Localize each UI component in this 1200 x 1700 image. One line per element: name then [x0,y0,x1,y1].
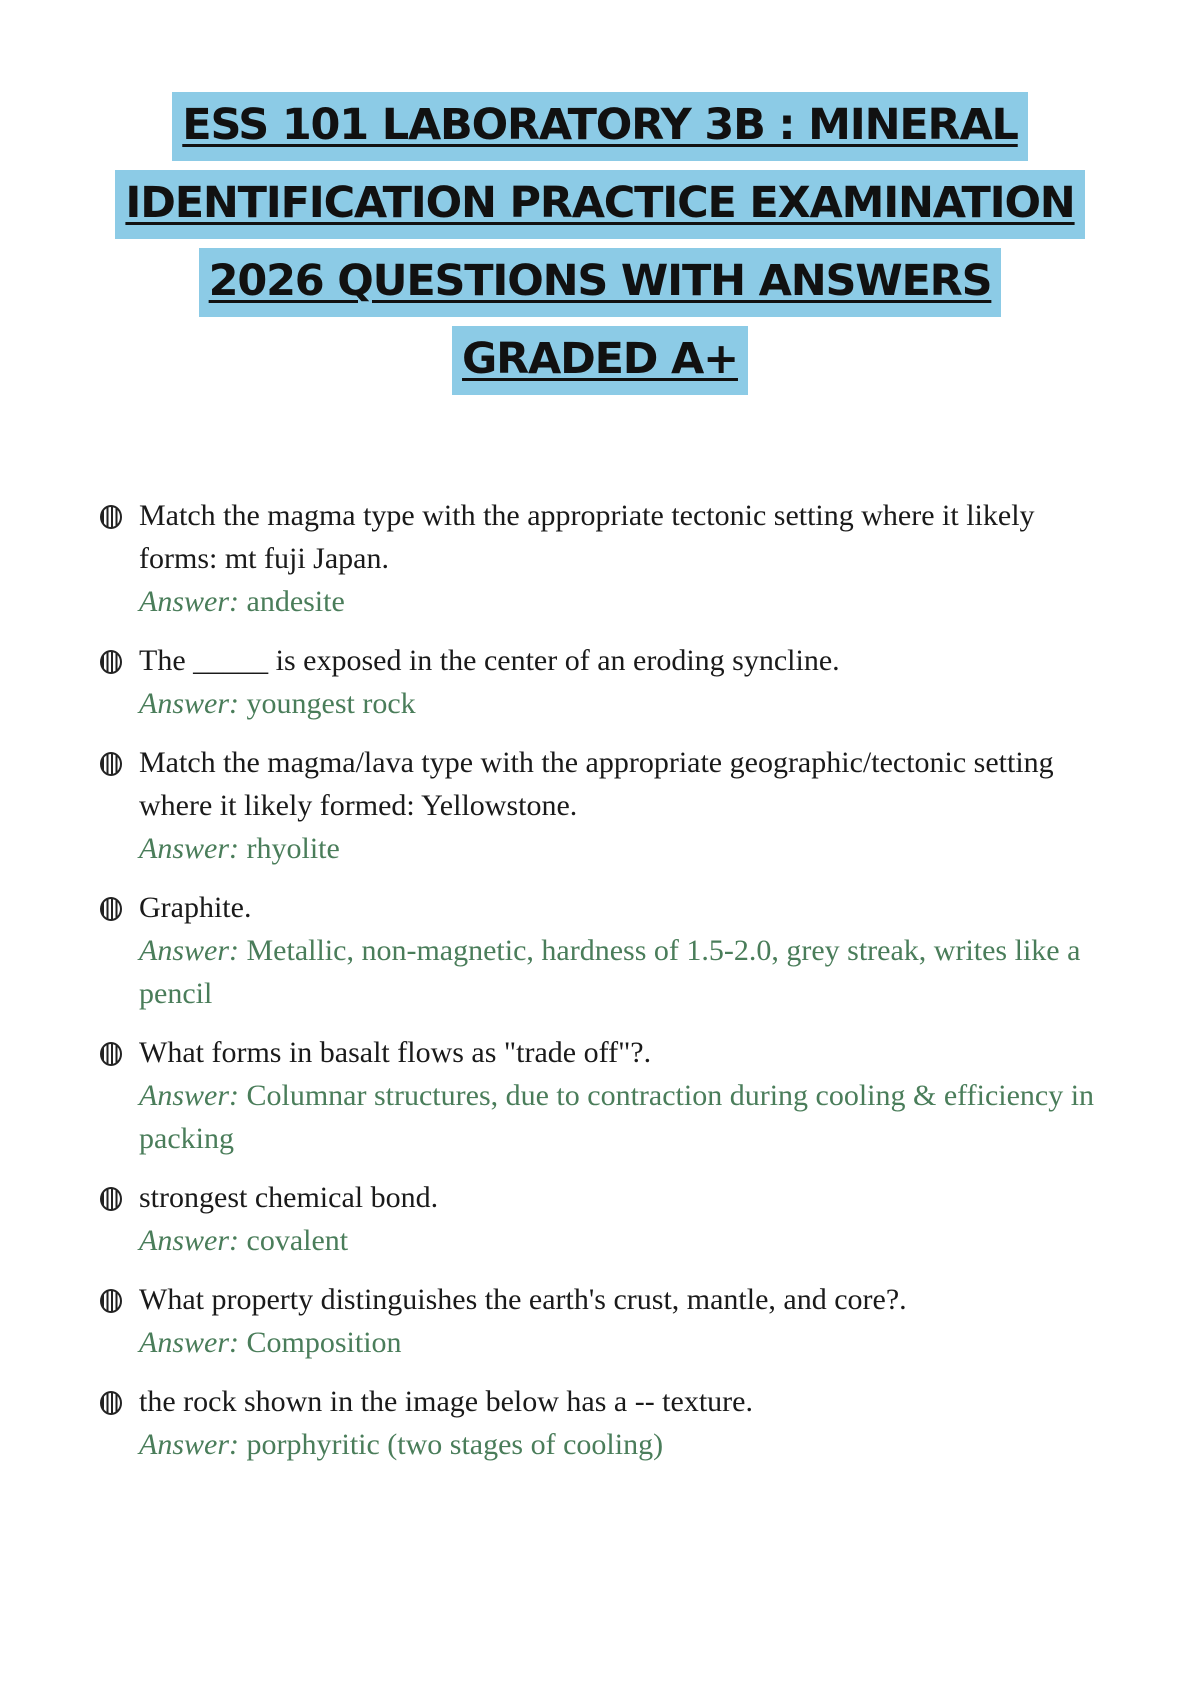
title-line-2: IDENTIFICATION PRACTICE EXAMINATION [115,170,1084,239]
answer-line [139,682,1120,725]
list-item [100,1278,1120,1364]
question-text: What forms in basalt flows as "trade off"?. [139,1036,652,1069]
answer-label: Answer: [139,1079,239,1112]
answer-label: Answer: [139,585,239,618]
title-line-4: GRADED A+ [452,326,748,395]
answer-text: Metallic, non-magnetic, hardness of 1.5-2.0, grey streak, writes like a pencil [139,934,1081,1010]
title-line-1: ESS 101 LABORATORY 3B : MINERAL [172,92,1027,161]
bullet-icon [100,1391,122,1415]
answer-line [139,827,1120,870]
list-item [100,1380,1120,1466]
answer-label: Answer: [139,832,239,865]
question-text: The _____ is exposed in the center of an eroding syncline. [139,644,840,677]
answer-line [139,1219,1120,1262]
answer-label: Answer: [139,1326,239,1359]
bullet-icon [100,1187,122,1211]
answer-text: rhyolite [246,832,340,865]
list-item [100,639,1120,725]
question-text: Match the magma type with the appropriate tectonic setting where it likely forms: mt fuji Japan. [139,499,1035,575]
answer-text: porphyritic (two stages of cooling) [246,1428,664,1461]
question-text: the rock shown in the image below has a -- texture. [139,1385,753,1418]
question-text: Match the magma/lava type with the appropriate geographic/tectonic setting where it likely formed: Yellowstone. [139,746,1054,822]
answer-line [139,1074,1120,1160]
question-text: strongest chemical bond. [139,1181,439,1214]
question-text: Graphite. [139,891,252,924]
bullet-icon [100,650,122,674]
answer-line [139,580,1120,623]
list-item [100,494,1120,623]
bullet-icon [100,505,122,529]
list-item [100,741,1120,870]
title-line-3: 2026 QUESTIONS WITH ANSWERS [199,248,1002,317]
bullet-icon [100,752,122,776]
answer-label: Answer: [139,934,239,967]
question-text: What property distinguishes the earth's crust, mantle, and core?. [139,1283,907,1316]
question-list [100,494,1120,1482]
answer-label: Answer: [139,1224,239,1257]
document-title [0,92,1200,404]
answer-text: Columnar structures, due to contraction during cooling & efficiency in packing [139,1079,1095,1155]
list-item [100,1031,1120,1160]
answer-text: andesite [246,585,345,618]
answer-label: Answer: [139,1428,239,1461]
answer-line [139,1423,1120,1466]
bullet-icon [100,1289,122,1313]
answer-text: youngest rock [246,687,416,720]
answer-text: Composition [246,1326,402,1359]
answer-line [139,929,1120,1015]
bullet-icon [100,1042,122,1066]
answer-label: Answer: [139,687,239,720]
list-item [100,1176,1120,1262]
answer-text: covalent [246,1224,349,1257]
bullet-icon [100,897,122,921]
answer-line [139,1321,1120,1364]
list-item [100,886,1120,1015]
